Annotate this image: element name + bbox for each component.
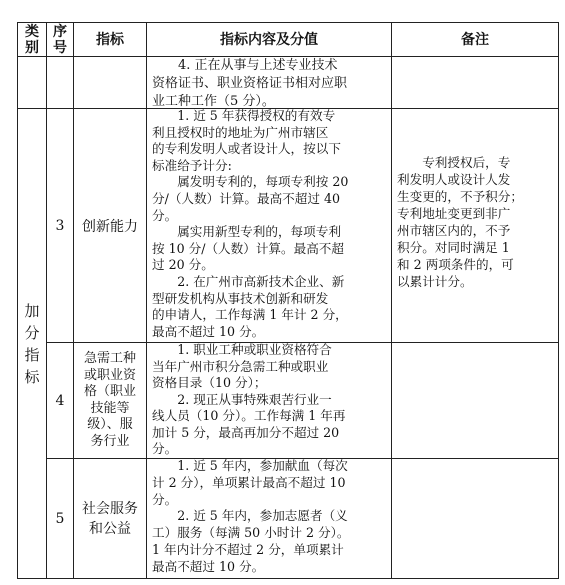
- header-remark: 备注: [461, 31, 489, 48]
- row1-content: 4. 正在从事与上述专业技术 资格证书、职业资格证书相对应职 业工种工作（5 分）。: [152, 58, 348, 109]
- row4-content: 1. 近 5 年内，参加献血（每次 计 2 分），单项累计最高不超过 10 分。 2. 近 5 年内，参加志愿者（义 工）服务（每满 50 小时计 2 分）。 1 年内计分不超过 2 分，单项累计 最高不超过 10 分。: [152, 458, 350, 574]
- row3-indicator: 急需工种 或职业资 格（职业 技能等 级）、服 务行业: [83, 351, 136, 449]
- rule-col3: [146, 22, 147, 579]
- rule-col4: [391, 22, 392, 579]
- row2-content: 1. 近 5 年获得授权的有效专 利且授权时的地址为广州市辖区 的专利发明人或者设计人，按以下 标准给予计分: 属发明专利的，每项专利按 20 分/（人数）计算。最高不超过 40 分。 属实用新型专利的，每项专利 按 10 分/（人数）计算。最高不超 过 20 分。 2. 在广州市高新技术企业、新 型研发机构从事技术创新和研发 的申请人，工作每满 1 年计 2 分， 最高不超过 10 分。: [152, 108, 349, 339]
- row4-seq: 5: [55, 510, 65, 527]
- rule-bottom: [17, 578, 559, 579]
- row2-remark: 专利授权后，专 利发明人或设计人发 生变更的，不予积分； 专利地址变更到非广 州市辖区内的，不予 积分。对同时满足 1 和 2 两项条件的，可 以累计计分。: [397, 155, 523, 289]
- rule-right: [558, 22, 559, 579]
- category-label: 加 分 指 标: [24, 301, 40, 386]
- row4-indicator: 社会服务 和公益: [82, 500, 138, 537]
- header-category: 类 别: [25, 23, 39, 56]
- header-seq: 序 号: [53, 23, 67, 56]
- row2-seq: 3: [55, 217, 65, 234]
- row2-indicator: 创新能力: [82, 218, 138, 235]
- row3-content: 1. 职业工种或职业资格符合 当年广州市积分急需工种或职业 资格目录（10 分）； 2. 现正从事特殊艰苦行业一 线人员（10 分）。工作每满 1 年再 加计 5 分，最高再加分不超过 20 分。: [152, 342, 346, 456]
- row3-seq: 4: [55, 392, 65, 409]
- header-indicator: 指标: [96, 31, 124, 48]
- header-content: 指标内容及分值: [220, 31, 318, 48]
